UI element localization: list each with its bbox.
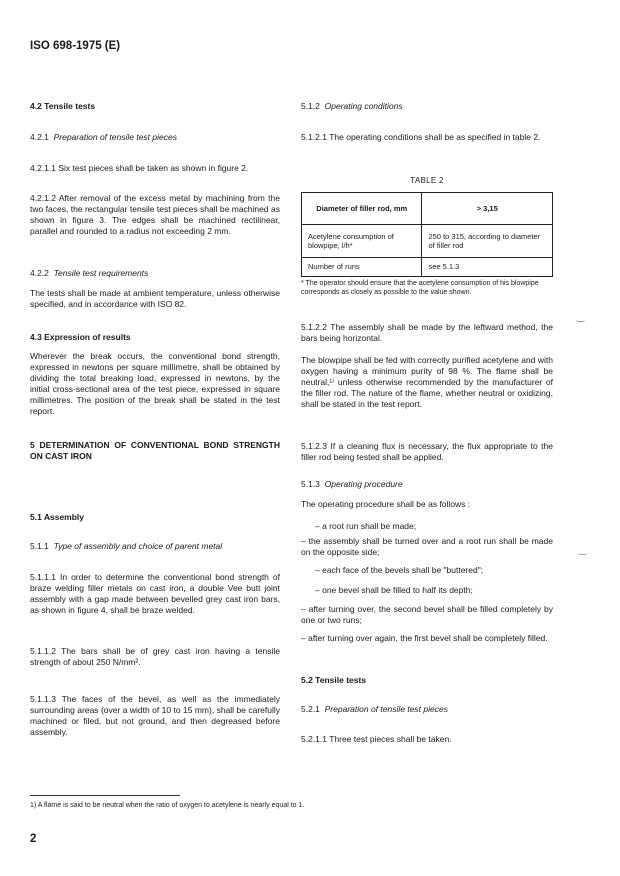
list-item: – each face of the bevels shall be "buttered"; — [315, 565, 484, 575]
clause-5-1-2-3: 5.1.2.3 If a cleaning flux is necessary, the flux appropriate to the filler rod being tested shall be applied. — [301, 441, 553, 462]
clause-4-2-1-2: 4.2.1.2 After removal of the excess metal by machining from the two faces, the rectangular tensile test pieces shall be machined as shown in figure 3. The edges shall be machined rectilinear, parallel and rounded to a radius not exceeding 2 mm. — [30, 193, 280, 236]
list-item: – after turning over, the second bevel shall be filled completely by one or two runs; — [301, 604, 553, 625]
page-number: 2 — [30, 833, 37, 845]
section-5-heading: 5 DETERMINATION OF CONVENTIONAL BOND STRENGTH ON CAST IRON — [30, 440, 280, 461]
section-number: 4.2.1 — [30, 132, 49, 142]
clause-5-1-1-1: 5.1.1.1 In order to determine the conventional bond strength of braze welding filler metals on cast iron, a double Vee butt joint assembly with a gap made between bevelled grey cast iron bars, as shown in figure 4, shall be braze welded. — [30, 572, 280, 615]
clause-5-1-1-3: 5.1.1.3 The faces of the bevel, as well as the immediately surrounding areas (over a width of 10 to 15 mm), shall be carefully machined or filed, but not ground, and then degreased before assembly. — [30, 694, 280, 737]
section-title: Operating procedure — [324, 479, 403, 489]
section-4-2-heading: 4.2 Tensile tests — [30, 101, 96, 111]
table-caption: TABLE 2 — [410, 176, 444, 185]
section-4-3-heading: 4.3 Expression of results — [30, 332, 131, 342]
section-5-1-2-heading — [301, 101, 553, 112]
clause-5-2-1-1: 5.2.1.1 Three test pieces shall be taken. — [301, 734, 452, 744]
section-5-2-heading: 5.2 Tensile tests — [301, 675, 367, 685]
clause-4-2-2-text: The tests shall be made at ambient temperature, unless otherwise specified, and in accordance with ISO 82. — [30, 288, 280, 309]
margin-mark: ‿ — [577, 312, 585, 322]
section-5-1-3-heading — [301, 479, 553, 490]
list-item: – one bevel shall be filled to half its depth; — [315, 585, 473, 595]
section-number: 5.1.3 — [301, 479, 320, 489]
clause-4-2-1-1: 4.2.1.1 Six test pieces shall be taken as shown in figure 2. — [30, 163, 249, 173]
clause-5-1-2-1: 5.1.2.1 The operating conditions shall be as specified in table 2. — [301, 132, 541, 142]
footnote: 1) A flame is said to be neutral when the ratio of oxygen to acetylene is nearly equal to 1. — [30, 802, 305, 809]
margin-mark: ‿ — [579, 545, 587, 555]
table-cell: see 5.1.3 — [422, 258, 553, 277]
section-number: 5.1.2 — [301, 101, 320, 111]
section-number: 5.1.1 — [30, 541, 49, 551]
document-id: ISO 698-1975 (E) — [30, 40, 121, 52]
clause-4-3-text: Wherever the break occurs, the conventional bond strength, expressed in newtons per square millimetre, shall be obtained by dividing the total breaking load, expressed in newtons, by the initial cross-sectional area of the test piece, expressed in square millimetres. The position of the break shall be stated in the test report. — [30, 351, 280, 416]
section-5-1-1-heading — [30, 541, 280, 552]
clause-5-1-2-2: 5.1.2.2 The assembly shall be made by the leftward method, the bars being horizontal. — [301, 322, 553, 343]
section-title: Tensile test requirements — [53, 268, 149, 278]
clause-5-1-1-2: 5.1.1.2 The bars shall be of grey cast iron having a tensile strength of about 250 N/mm². — [30, 646, 280, 667]
section-title: Operating conditions — [324, 101, 403, 111]
table-cell: 250 to 315, according to diameter of filler rod — [422, 225, 553, 258]
section-number: 5.2.1 — [301, 704, 320, 714]
table-cell: Number of runs — [302, 258, 422, 277]
table-cell: Diameter of filler rod, mm — [302, 193, 422, 225]
footnote-rule — [30, 795, 180, 796]
section-title: Preparation of tensile test pieces — [324, 704, 448, 714]
procedure-intro: The operating procedure shall be as follows : — [301, 499, 471, 509]
section-5-2-1-heading — [301, 704, 553, 715]
table-cell: Acetylene consumption of blowpipe, l/h* — [302, 225, 422, 258]
table-2 — [301, 192, 553, 277]
list-item: – after turning over again, the first bevel shall be completely filled. — [301, 633, 548, 643]
section-5-1-heading: 5.1 Assembly — [30, 512, 85, 522]
clause-5-1-2-2-continued: The blowpipe shall be fed with correctly purified acetylene and with oxygen having a minimum purity of 98 %. The flame shall be neutral,¹⁾ unless otherwise recommended by the manufacturer of the filler rod. The nature of the flame, whether neutral or oxidizing, shall be stated in the test report. — [301, 355, 553, 409]
table-cell: > 3,15 — [422, 193, 553, 225]
table-note: * The operator should ensure that the acetylene consumption of his blowpipe corresponds as closely as possible to the value shown. — [301, 280, 539, 296]
section-title: Preparation of tensile test pieces — [53, 132, 177, 142]
section-4-2-1-heading — [30, 132, 280, 143]
list-item: – a root run shall be made; — [315, 521, 417, 531]
list-item: – the assembly shall be turned over and a root run shall be made on the opposite side; — [301, 536, 553, 557]
section-number: 4.2.2 — [30, 268, 49, 278]
section-4-2-2-heading — [30, 268, 280, 279]
section-title: Type of assembly and choice of parent metal — [53, 541, 223, 551]
